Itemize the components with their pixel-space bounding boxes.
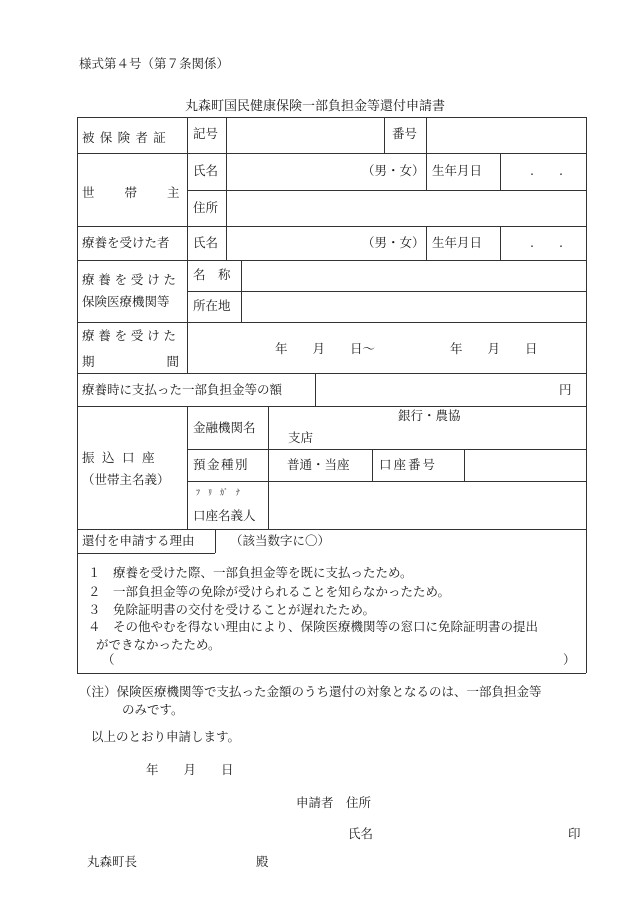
application-date: 年 月 日 bbox=[146, 762, 234, 777]
patient-name-label: 氏名 bbox=[193, 235, 219, 250]
insured-card-label: 被保険者証 bbox=[82, 130, 172, 145]
reason-item-3: ３ 免除証明書の交付を受けることが遅れたため。 bbox=[88, 602, 376, 617]
reason-label: 還付を申請する理由 bbox=[82, 533, 195, 548]
other-reason-close: ） bbox=[563, 652, 576, 667]
deposit-type-options: 普通・当座 bbox=[287, 457, 350, 472]
applicant-name-label: 氏名 bbox=[348, 826, 374, 841]
period-label-line1: 療養を受けた bbox=[82, 328, 180, 343]
note-line1: （注）保険医療機関等で支払った金額のうち還付の対象となるのは、一部負担金等 bbox=[79, 684, 542, 699]
reason-item-4-cont: ができなかったため。 bbox=[96, 637, 221, 652]
form-title: 丸森町国民健康保険一部負担金等還付申請書 bbox=[184, 99, 445, 114]
institution-name-label: 名 称 bbox=[193, 267, 231, 282]
statement: 以上のとおり申請します。 bbox=[91, 729, 241, 744]
head-sex-option: （男・女） bbox=[362, 163, 425, 178]
institution-location-label: 所在地 bbox=[193, 298, 231, 313]
account-holder-label: 口座名義人 bbox=[193, 508, 256, 523]
form-number: 様式第４号（第７条関係） bbox=[79, 56, 230, 71]
period-label-line2: 期間 bbox=[82, 354, 252, 369]
period-value: 年 月 日～ 年 月 日 bbox=[275, 341, 538, 356]
household-head-label: 世帯主 bbox=[82, 185, 210, 200]
furigana-label: ﾌ ﾘ ｶﾞ ﾅ bbox=[196, 488, 240, 497]
bank-name-label: 金融機関名 bbox=[193, 420, 256, 435]
transfer-account-note: （世帯主名義） bbox=[82, 472, 170, 487]
other-reason-open: （ bbox=[102, 652, 115, 667]
note-line2: のみです。 bbox=[122, 702, 184, 717]
reason-hint: （該当数字に〇） bbox=[230, 533, 331, 548]
head-birthdate-label: 生年月日 bbox=[432, 163, 483, 178]
head-address-label: 住所 bbox=[193, 200, 219, 215]
patient-birthdate-value: . . bbox=[530, 235, 563, 250]
institution-label-line2: 保険医療機関等 bbox=[82, 294, 170, 309]
head-name-label: 氏名 bbox=[193, 163, 219, 178]
seal-mark: 印 bbox=[568, 826, 581, 841]
reason-item-2: ２ 一部負担金等の免除が受けられることを知らなかったため。 bbox=[88, 584, 451, 599]
number-label: 番号 bbox=[392, 126, 418, 141]
honorific: 殿 bbox=[256, 854, 269, 869]
bank-type-option: 銀行・農協 bbox=[398, 408, 461, 423]
head-birthdate-value: . . bbox=[530, 163, 563, 178]
addressee: 丸森町長 bbox=[87, 854, 138, 869]
reason-item-1: １ 療養を受けた際、一部負担金等を既に支払ったため。 bbox=[88, 565, 413, 580]
patient-sex-option: （男・女） bbox=[362, 235, 425, 250]
paid-amount-label: 療養時に支払った一部負担金等の額 bbox=[82, 382, 283, 397]
transfer-account-label: 振込口座 bbox=[82, 450, 163, 465]
deposit-type-label: 預金種別 bbox=[193, 457, 250, 472]
applicant-address-label: 申請者 住所 bbox=[296, 795, 372, 810]
patient-label: 療養を受けた者 bbox=[82, 235, 170, 250]
institution-label-line1: 療養を受けた bbox=[82, 272, 180, 287]
symbol-label: 記号 bbox=[193, 126, 219, 141]
patient-birthdate-label: 生年月日 bbox=[432, 235, 483, 250]
account-number-label: 口座番号 bbox=[379, 457, 438, 472]
yen-unit: 円 bbox=[559, 382, 572, 397]
reason-item-4: ４ その他やむを得ない理由により、保険医療機関等の窓口に免除証明書の提出 bbox=[88, 619, 539, 634]
branch-label: 支店 bbox=[288, 430, 314, 445]
